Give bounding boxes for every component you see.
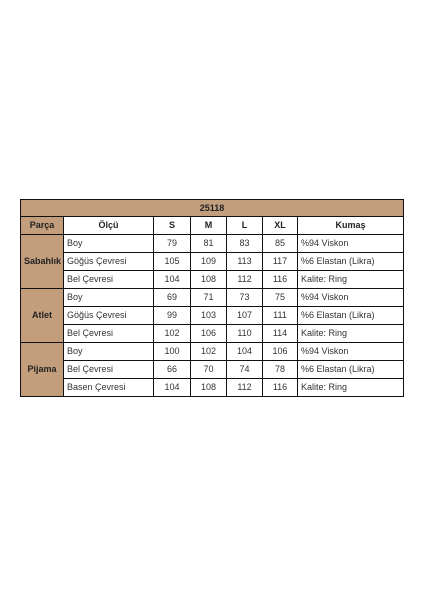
table-row: [21, 379, 404, 397]
size-m-cell: 71: [191, 289, 227, 307]
size-s-cell: 104: [154, 379, 191, 397]
size-m-cell: 108: [191, 379, 227, 397]
part-label-pijama: Pijama: [21, 343, 64, 397]
measure-cell: Bel Çevresi: [64, 271, 154, 289]
size-m-cell: 81: [191, 235, 227, 253]
measure-cell: Boy: [64, 343, 154, 361]
size-xl-cell: 106: [263, 343, 298, 361]
size-m-cell: 103: [191, 307, 227, 325]
fabric-cell: %94 Viskon: [298, 235, 404, 253]
size-s-cell: 66: [154, 361, 191, 379]
fabric-cell: %6 Elastan (Likra): [298, 361, 404, 379]
size-xl-cell: 117: [263, 253, 298, 271]
header-row: [21, 217, 404, 235]
fabric-cell: %6 Elastan (Likra): [298, 253, 404, 271]
size-s-cell: 104: [154, 271, 191, 289]
header-part: Parça: [21, 217, 64, 235]
size-l-cell: 113: [227, 253, 263, 271]
fabric-cell: %94 Viskon: [298, 289, 404, 307]
size-xl-cell: 85: [263, 235, 298, 253]
size-s-cell: 69: [154, 289, 191, 307]
table-row: [21, 289, 404, 307]
part-label-atlet: Atlet: [21, 289, 64, 343]
size-s-cell: 100: [154, 343, 191, 361]
fabric-cell: Kalite: Ring: [298, 325, 404, 343]
size-m-cell: 102: [191, 343, 227, 361]
table-row: [21, 235, 404, 253]
size-s-cell: 79: [154, 235, 191, 253]
size-l-cell: 104: [227, 343, 263, 361]
table-row: [21, 343, 404, 361]
measure-cell: Basen Çevresi: [64, 379, 154, 397]
fabric-cell: Kalite: Ring: [298, 271, 404, 289]
table-row: [21, 361, 404, 379]
size-l-cell: 110: [227, 325, 263, 343]
title-row: [21, 200, 404, 217]
table-row: [21, 253, 404, 271]
size-s-cell: 105: [154, 253, 191, 271]
measure-cell: Göğüs Çevresi: [64, 307, 154, 325]
size-l-cell: 112: [227, 379, 263, 397]
measure-cell: Göğüs Çevresi: [64, 253, 154, 271]
size-chart-table: [20, 199, 404, 397]
header-size-s: S: [154, 217, 191, 235]
header-fabric: Kumaş: [298, 217, 404, 235]
measure-cell: Boy: [64, 289, 154, 307]
header-size-xl: XL: [263, 217, 298, 235]
table-row: [21, 325, 404, 343]
part-label-sabahlik: Sabahlık: [21, 235, 64, 289]
size-xl-cell: 111: [263, 307, 298, 325]
size-xl-cell: 116: [263, 271, 298, 289]
table-row: [21, 307, 404, 325]
size-xl-cell: 114: [263, 325, 298, 343]
size-s-cell: 99: [154, 307, 191, 325]
measure-cell: Boy: [64, 235, 154, 253]
table-row: [21, 271, 404, 289]
size-m-cell: 108: [191, 271, 227, 289]
fabric-cell: Kalite: Ring: [298, 379, 404, 397]
size-m-cell: 106: [191, 325, 227, 343]
measure-cell: Bel Çevresi: [64, 325, 154, 343]
header-size-m: M: [191, 217, 227, 235]
size-l-cell: 83: [227, 235, 263, 253]
size-l-cell: 73: [227, 289, 263, 307]
size-l-cell: 74: [227, 361, 263, 379]
size-s-cell: 102: [154, 325, 191, 343]
header-size-l: L: [227, 217, 263, 235]
fabric-cell: %94 Viskon: [298, 343, 404, 361]
size-xl-cell: 75: [263, 289, 298, 307]
size-l-cell: 107: [227, 307, 263, 325]
size-xl-cell: 78: [263, 361, 298, 379]
fabric-cell: %6 Elastan (Likra): [298, 307, 404, 325]
size-m-cell: 109: [191, 253, 227, 271]
size-xl-cell: 116: [263, 379, 298, 397]
size-l-cell: 112: [227, 271, 263, 289]
header-measure: Ölçü: [64, 217, 154, 235]
measure-cell: Bel Çevresi: [64, 361, 154, 379]
table-title: 25118: [21, 200, 404, 217]
size-m-cell: 70: [191, 361, 227, 379]
